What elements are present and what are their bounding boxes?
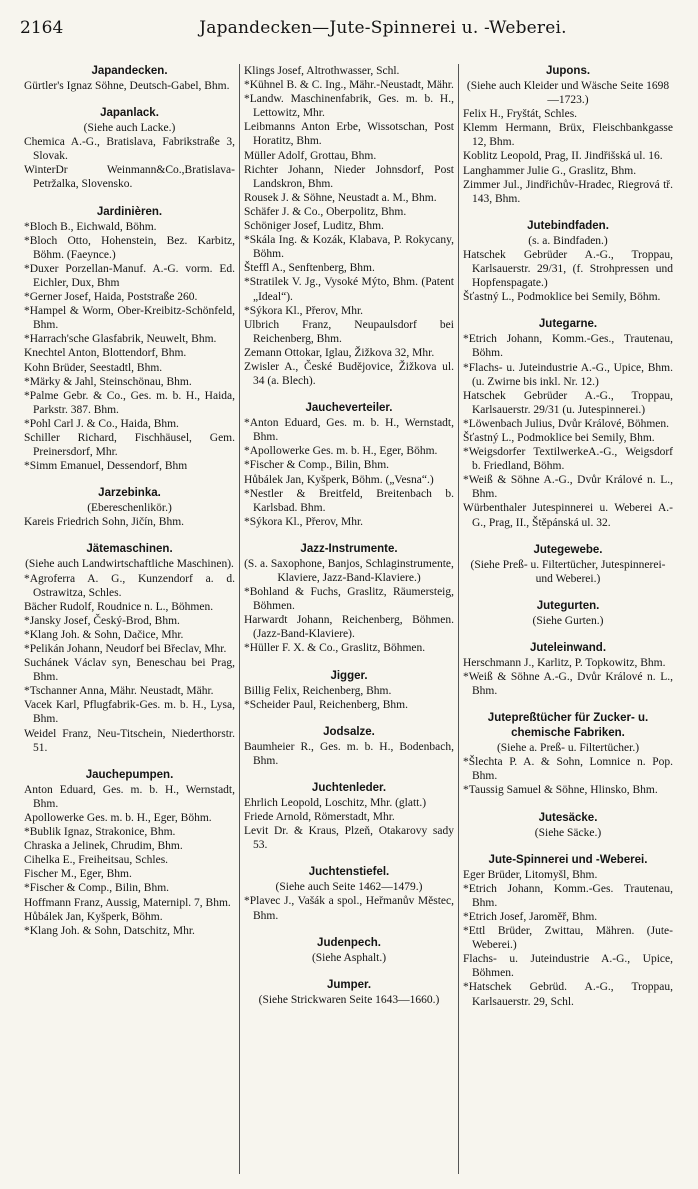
directory-entry: Herschmann J., Karlitz, P. Topkowitz, Bhm. xyxy=(463,656,666,669)
directory-entry: *Jansky Josef, Český-Brod, Bhm. xyxy=(24,614,180,627)
directory-entry: *Bublik Ignaz, Strakonice, Bhm. xyxy=(24,826,176,839)
directory-entry: Zemann Ottokar, Iglau, Žižkova 32, Mhr. xyxy=(244,346,435,359)
directory-entry: *Harrach'sche Glasfabrik, Neuwelt, Bhm. xyxy=(24,333,217,346)
directory-entry: *Sýkora Kl., Přerov, Mhr. xyxy=(244,304,364,317)
running-title: Japandecken—Jute-Spinnerei u. -Weberei. xyxy=(199,18,567,38)
section-note: (Siehe Säcke.) xyxy=(534,826,602,839)
section-heading: Jutebindfaden. xyxy=(527,219,609,232)
directory-entry: Schäfer J. & Co., Oberpolitz, Bhm. xyxy=(244,205,407,218)
directory-entry: *Stratilek V. Jg., Vysoké Mýto, Bhm. (Patent „Ideal“). xyxy=(244,276,454,303)
directory-entry: *Duxer Porzellan-Manuf. A.-G. vorm. Ed. Eichler, Dux, Bhm xyxy=(24,262,235,289)
directory-entry: *Pohl Carl J. & Co., Haida, Bhm. xyxy=(24,417,179,430)
directory-entry: Langhammer Julie G., Graslitz, Bhm. xyxy=(463,164,637,177)
directory-entry: Kareis Friedrich Sohn, Jičín, Bhm. xyxy=(24,516,185,529)
directory-entry: *Hampel & Worm, Ober-Kreibitz-Schönfeld, Bhm. xyxy=(24,305,235,332)
section-heading: Juchtenleder. xyxy=(311,781,387,794)
directory-entry: *Kühnel B. & C. Ing., Mähr.-Neustadt, Mähr. xyxy=(244,79,454,92)
directory-entry: *Agroferra A. G., Kunzendorf a. d. Ostrawitza, Schles. xyxy=(24,572,235,599)
directory-entry: Ulbrich Franz, Neupaulsdorf bei Reichenberg, Bhm. xyxy=(244,318,454,345)
directory-entry: *Gerner Josef, Haida, Poststraße 260. xyxy=(24,291,198,304)
section-heading: Jutegurten. xyxy=(536,599,600,612)
directory-entry: *Etrich Josef, Jaroměř, Bhm. xyxy=(463,910,598,923)
directory-entry: *Skála Ing. & Kozák, Klabava, P. Rokycany, Böhm. xyxy=(244,234,454,261)
section-heading: Jute-Spinnerei und -Weberei. xyxy=(488,853,648,866)
directory-entry: *Weiß & Söhne A.-G., Dvůr Králové n. L., Bhm. xyxy=(463,671,673,698)
directory-entry: Weidel Franz, Neu-Titschein, Niederthorstr. 51. xyxy=(24,727,235,754)
section-heading: Jutesäcke. xyxy=(538,811,598,824)
directory-entry: *Apollowerke Ges. m. b. H., Eger, Böhm. xyxy=(244,445,438,458)
directory-entry: Vacek Karl, Pflugfabrik-Ges. m. b. H., Lysa, Bhm. xyxy=(24,699,235,726)
section-heading: Jumper. xyxy=(326,978,372,991)
directory-entry: *Löwenbach Julius, Dvůr Králové, Böhmen. xyxy=(463,417,670,430)
directory-entry: Müller Adolf, Grottau, Bhm. xyxy=(244,149,377,162)
section-heading: Jutegarne. xyxy=(538,318,598,331)
directory-entry: Harwardt Johann, Reichenberg, Böhmen. (Jazz-Band-Klaviere). xyxy=(244,614,454,641)
section-heading: Japandecken. xyxy=(91,65,168,77)
directory-entry: Friede Arnold, Römerstadt, Mhr. xyxy=(244,811,395,824)
section-heading: Jutegewebe. xyxy=(533,543,603,556)
directory-entry: Fischer M., Eger, Bhm. xyxy=(24,868,132,881)
column-2 xyxy=(239,64,458,1174)
directory-entry: Hůbálek Jan, Kyšperk, Böhm. („Vesna“.) xyxy=(244,473,434,486)
directory-entry: Knechtel Anton, Blottendorf, Bhm. xyxy=(24,347,187,360)
directory-entry: Hoffmann Franz, Aussig, Maternipl. 7, Bhm. xyxy=(24,896,231,909)
section-note: (Ebereschenlikör.) xyxy=(87,502,172,515)
directory-entry: *Bloch B., Eichwald, Böhm. xyxy=(24,220,157,233)
column-3 xyxy=(458,64,677,1174)
directory-entry: *Etrich Johann, Komm.-Ges. Trautenau, Bhm. xyxy=(463,882,673,909)
directory-entry: Ehrlich Leopold, Loschitz, Mhr. (glatt.) xyxy=(244,796,427,809)
directory-entry: *Flachs- u. Juteindustrie A.-G., Upice, Bhm. (u. Zwirne bis inkl. Nr. 12.) xyxy=(463,361,673,388)
directory-entry: Klings Josef, Altrothwasser, Schl. xyxy=(244,65,400,77)
section-note: (Siehe Strickwaren Seite 1643—1660.) xyxy=(258,993,440,1006)
section-heading: Juchtenstiefel. xyxy=(308,866,390,879)
section-note: (Siehe Preß- u. Filtertücher, Jutespinnerei- und Weberei.) xyxy=(470,558,666,585)
directory-entry: Gürtler's Ignaz Söhne, Deutsch-Gabel, Bhm. xyxy=(24,80,230,92)
directory-entry: Richter Johann, Nieder Johnsdorf, Post Landskron, Bhm. xyxy=(244,163,454,190)
directory-entry: Schiller Richard, Fischhäusel, Gem. Preinersdorf, Mhr. xyxy=(24,431,235,459)
directory-entry: *Šlechta P. A. & Sohn, Lomnice n. Pop. Bhm. xyxy=(463,756,673,783)
section-note: (Siehe Asphalt.) xyxy=(311,951,387,964)
directory-entry: Felix H., Fryštát, Schles. xyxy=(463,108,578,121)
section-heading: Jauchepumpen. xyxy=(85,768,174,781)
directory-entry: Kohn Brüder, Seestadtl, Bhm. xyxy=(24,361,163,374)
directory-entry: Billig Felix, Reichenberg, Bhm. xyxy=(244,684,392,697)
directory-columns xyxy=(20,64,678,1174)
directory-entry: *Taussig Samuel & Söhne, Hlinsko, Bhm. xyxy=(463,784,658,797)
section-note: (s. a. Bindfaden.) xyxy=(528,234,608,247)
directory-entry: *Pelikán Johann, Neudorf bei Břeclav, Mhr. xyxy=(24,643,227,655)
column-1 xyxy=(20,64,239,1174)
directory-entry: Leibmanns Anton Erbe, Wissotschan, Post Horatitz, Bhm. xyxy=(244,121,454,148)
section-heading: Jutepreßtücher für Zucker- u. chemische Fabriken. xyxy=(487,712,649,740)
section-heading: Jätemaschinen. xyxy=(86,543,173,556)
directory-entry: *Scheider Paul, Reichenberg, Bhm. xyxy=(244,698,408,711)
directory-entry: *Anton Eduard, Ges. m. b. H., Wernstadt, Bhm. xyxy=(244,417,454,444)
directory-entry: Klemm Hermann, Brüx, Fleischbankgasse 12, Bhm. xyxy=(463,122,673,149)
directory-entry: Šťastný L., Podmoklice bei Semily, Böhm. xyxy=(463,291,661,304)
section-note: (Siehe auch Landwirtschaftliche Maschinen). xyxy=(25,558,234,571)
directory-entry: Apollowerke Ges. m. b. H., Eger, Böhm. xyxy=(24,811,212,824)
directory-entry: *Weigsdorfer TextilwerkeA.-G., Weigsdorf b. Friedland, Böhm. xyxy=(463,446,673,473)
section-heading: Judenpech. xyxy=(317,936,381,949)
directory-entry: Bächer Rudolf, Roudnice n. L., Böhmen. xyxy=(24,600,214,613)
directory-entry: Koblitz Leopold, Prag, II. Jindřišská ul. 16. xyxy=(463,150,663,163)
directory-entry: *Plavec J., Vašák a spol., Heřmanův Městec, Bhm. xyxy=(244,895,454,922)
section-heading: Japanlack. xyxy=(100,107,159,120)
directory-entry: *Märky & Jahl, Steinschönau, Bhm. xyxy=(24,375,192,388)
directory-entry: *Simm Emanuel, Dessendorf, Bhm xyxy=(24,460,188,473)
directory-entry: Würbenthaler Jutespinnerei u. Weberei A.-G., Prag, II., Štěpánská ul. 32. xyxy=(463,502,673,529)
directory-entry: *Palme Gebr. & Co., Ges. m. b. H., Haida, Parkstr. 387. Bhm. xyxy=(24,389,235,416)
directory-entry: Anton Eduard, Ges. m. b. H., Wernstadt, Bhm. xyxy=(24,783,235,810)
directory-entry: Hůbálek Jan, Kyšperk, Böhm. xyxy=(24,910,163,923)
directory-entry: Schöniger Josef, Luditz, Bhm. xyxy=(244,220,384,233)
directory-entry: Hatschek Gebrüder A.-G., Troppau, Karlsauerstr. 29/31 (u. Jutespinnerei.) xyxy=(463,389,673,416)
section-heading: Jardinièren. xyxy=(96,205,163,218)
directory-entry: *Bloch Otto, Hohenstein, Bez. Karbitz, Böhm. (Faeynce.) xyxy=(24,234,235,261)
directory-entry: *Klang Joh. & Sohn, Datschitz, Mhr. xyxy=(24,924,195,937)
directory-entry: Levit Dr. & Kraus, Plzeň, Otakarovy sady 53. xyxy=(244,825,454,852)
directory-entry: *Landw. Maschinenfabrik, Ges. m. b. H., Lettowitz, Mhr. xyxy=(244,93,454,120)
directory-entry: *Sýkora Kl., Přerov, Mhr. xyxy=(244,515,364,528)
directory-entry: Cihelka E., Freiheitsau, Schles. xyxy=(24,854,169,867)
section-note: (Siehe auch Seite 1462—1479.) xyxy=(275,881,423,894)
section-heading: Jodsalze. xyxy=(323,725,375,738)
directory-entry: Chemica A.-G., Bratislava, Fabrikstraße 3, Slovak. xyxy=(24,136,235,163)
section-heading: Jigger. xyxy=(330,669,368,682)
page-number: 2164 xyxy=(20,18,64,38)
directory-entry: Šteffl A., Senftenberg, Bhm. xyxy=(244,262,375,275)
running-head xyxy=(20,18,676,44)
section-note: (Siehe auch Kleider und Wäsche Seite 1698—1723.) xyxy=(466,80,670,107)
directory-entry: Flachs- u. Juteindustrie A.-G., Upice, Böhmen. xyxy=(463,953,673,980)
directory-entry: *Fischer & Comp., Bilin, Bhm. xyxy=(24,882,170,895)
directory-entry: *Klang Joh. & Sohn, Dačice, Mhr. xyxy=(24,628,184,641)
directory-entry: *Etrich Johann, Komm.-Ges., Trautenau, Böhm. xyxy=(463,333,673,360)
directory-entry: *Ettl Brüder, Zwittau, Mähren. (Jute-Weberei.) xyxy=(463,925,673,952)
section-note: (Siehe a. Preß- u. Filtertücher.) xyxy=(496,742,640,755)
directory-entry: Rousek J. & Söhne, Neustadt a. M., Bhm. xyxy=(244,191,437,204)
section-note: (Siehe auch Lacke.) xyxy=(83,122,176,135)
section-heading: Jarzebinka. xyxy=(98,487,161,500)
section-heading: Jupons. xyxy=(545,65,591,77)
directory-entry: *Hüller F. X. & Co., Graslitz, Böhmen. xyxy=(244,642,426,655)
directory-entry: WinterDr Weinmann&Co.,Bratislava-Petržalka, Slovensko. xyxy=(24,164,235,191)
section-heading: Jaucheverteiler. xyxy=(305,402,393,415)
directory-entry: *Fischer & Comp., Bilin, Bhm. xyxy=(244,459,390,472)
directory-entry: Zwisler A., České Budějovice, Žižkova ul. 34 (a. Blech). xyxy=(244,360,454,388)
directory-entry: Chraska a Jelinek, Chrudim, Bhm. xyxy=(24,840,183,853)
directory-entry: *Bohland & Fuchs, Graslitz, Räumersteig, Böhmen. xyxy=(244,586,454,613)
directory-entry: Hatschek Gebrüder A.-G., Troppau, Karlsauerstr. 29/31, (f. Strohpressen und Hopfenspagate.) xyxy=(463,248,673,290)
directory-entry: Suchánek Václav syn, Beneschau bei Prag, Bhm. xyxy=(24,657,235,684)
section-note: (Siehe Gurten.) xyxy=(532,614,604,627)
directory-entry: Šťastný L., Podmoklice bei Semily, Bhm. xyxy=(463,431,655,444)
directory-entry: Zimmer Jul., Jindřichův-Hradec, Riegrová tř. 143, Bhm. xyxy=(463,178,673,205)
directory-entry: *Tschanner Anna, Mähr. Neustadt, Mähr. xyxy=(24,685,214,698)
directory-entry: Baumheier R., Ges. m. b. H., Bodenbach, Bhm. xyxy=(244,740,454,767)
section-note: (S. a. Saxophone, Banjos, Schlaginstrumente, Klaviere, Jazz-Band-Klaviere.) xyxy=(244,557,454,584)
directory-entry: *Hatschek Gebrüd. A.-G., Troppau, Karlsauerstr. 29, Schl. xyxy=(463,981,673,1008)
directory-entry: *Weiß & Söhne A.-G., Dvůr Králové n. L., Bhm. xyxy=(463,474,673,501)
directory-entry: Eger Brüder, Litomyšl, Bhm. xyxy=(463,868,598,881)
section-heading: Jazz-Instrumente. xyxy=(300,542,398,555)
directory-entry: *Nestler & Breitfeld, Breitenbach b. Karlsbad. Bhm. xyxy=(244,487,454,514)
section-heading: Juteleinwand. xyxy=(529,641,607,654)
